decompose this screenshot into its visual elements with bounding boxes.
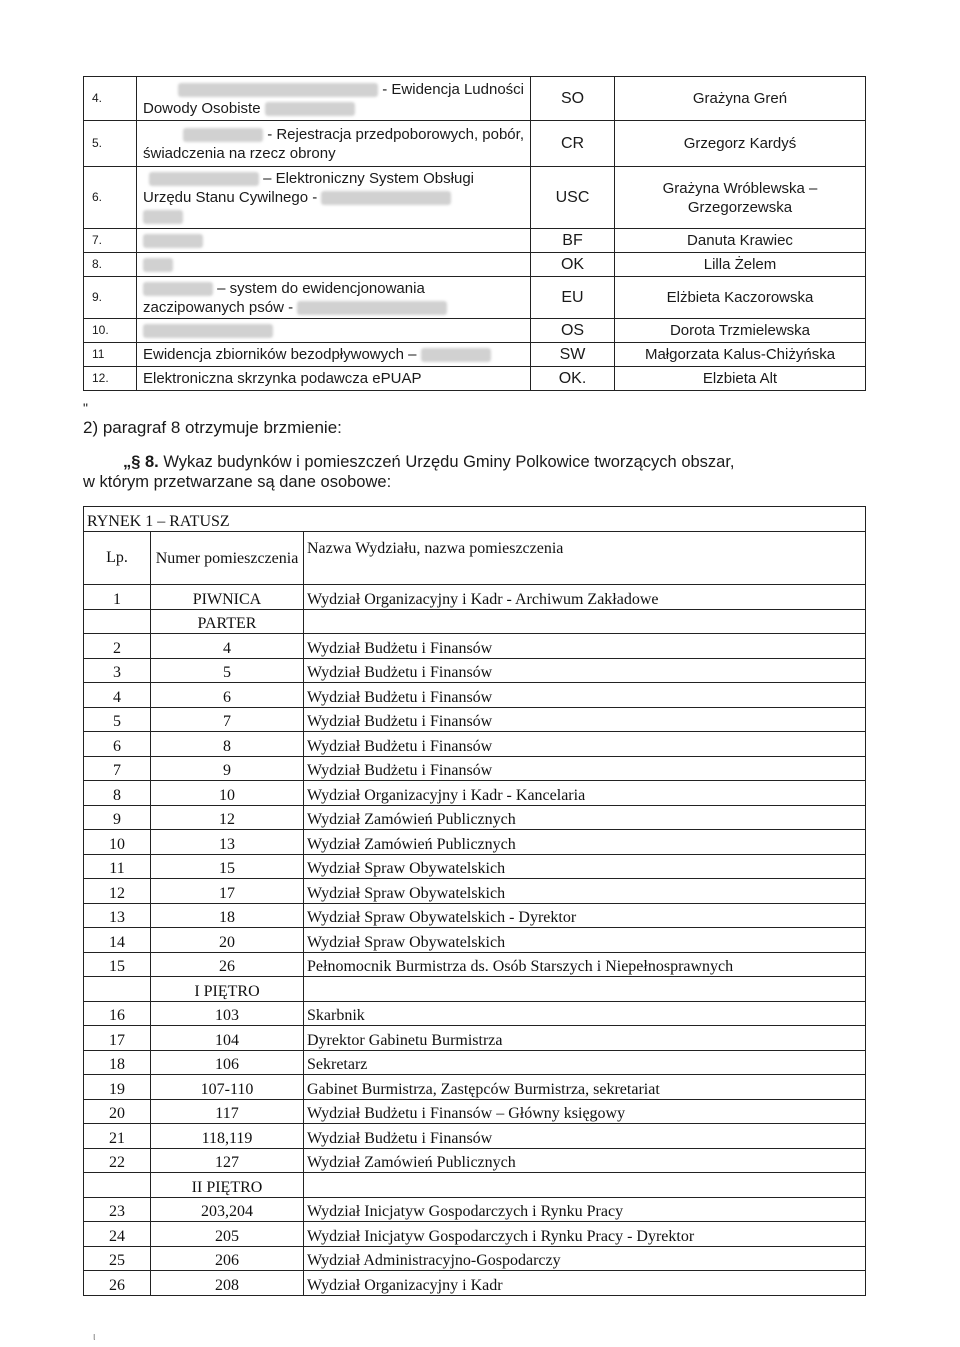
system-name <box>137 253 531 277</box>
responsible-person: Elzbieta Alt <box>615 367 866 391</box>
table-row <box>84 167 866 229</box>
system-name: - Ewidencja Ludności Dowody Osobiste <box>137 77 531 121</box>
row-number: 10. <box>84 319 137 343</box>
redacted-block <box>297 301 447 315</box>
room-department: Wydział Budżetu i Finansów <box>304 732 866 757</box>
section-mark: „§ 8. <box>123 453 159 471</box>
room-number: 103 <box>151 1001 304 1026</box>
room-lp: 15 <box>84 952 151 977</box>
department-code: CR <box>531 121 615 167</box>
redacted-block <box>421 348 491 362</box>
table-row <box>84 229 866 253</box>
room-number: II PIĘTRO <box>151 1173 304 1198</box>
room-department: Gabinet Burmistrza, Zastępców Burmistrza, sekretariat <box>304 1075 866 1100</box>
room-department: Wydział Spraw Obywatelskich <box>304 854 866 879</box>
table-row <box>84 781 866 806</box>
room-number: 12 <box>151 805 304 830</box>
room-department: Wydział Organizacyjny i Kadr - Kancelaria <box>304 781 866 806</box>
responsible-person: Małgorzata Kalus-Chiżyńska <box>615 343 866 367</box>
room-number: PARTER <box>151 609 304 634</box>
table-row <box>84 756 866 781</box>
room-department: Dyrektor Gabinetu Burmistrza <box>304 1026 866 1051</box>
room-lp: 5 <box>84 707 151 732</box>
table-row <box>84 977 866 1002</box>
table-row <box>84 1197 866 1222</box>
table-row <box>84 732 866 757</box>
table-row <box>84 805 866 830</box>
room-department: Wydział Zamówień Publicznych <box>304 830 866 855</box>
room-department: Wydział Spraw Obywatelskich - Dyrektor <box>304 903 866 928</box>
room-lp: 22 <box>84 1148 151 1173</box>
table-row <box>84 253 866 277</box>
room-lp: 12 <box>84 879 151 904</box>
room-lp: 20 <box>84 1099 151 1124</box>
room-department: Wydział Budżetu i Finansów <box>304 634 866 659</box>
room-number: 127 <box>151 1148 304 1173</box>
responsible-person: Grażyna Wróblewska – Grzegorzewska <box>615 167 866 229</box>
paragraph-8-text: „§ 8. Wykaz budynków i pomieszczeń Urzędu Gminy Polkowice tworzących obszar, w którym przetwarzane są dane osobowe: <box>83 453 735 491</box>
room-department: Wydział Organizacyjny i Kadr - Archiwum Zakładowe <box>304 585 866 610</box>
row-number: 12. <box>84 367 137 391</box>
room-number: 15 <box>151 854 304 879</box>
closing-quote: " <box>83 400 88 416</box>
room-department: Wydział Budżetu i Finansów <box>304 756 866 781</box>
room-lp: 9 <box>84 805 151 830</box>
department-code: OS <box>531 319 615 343</box>
room-department <box>304 977 866 1002</box>
table-row <box>84 903 866 928</box>
table-row <box>84 121 866 167</box>
room-number: 104 <box>151 1026 304 1051</box>
table-row <box>84 1050 866 1075</box>
redacted-block <box>178 83 378 97</box>
room-department <box>304 609 866 634</box>
table-title-row <box>84 507 866 532</box>
table-row <box>84 707 866 732</box>
room-number: 20 <box>151 928 304 953</box>
redacted-block <box>265 102 355 116</box>
table-row <box>84 634 866 659</box>
paragraph-2-heading: 2) paragraf 8 otrzymuje brzmienie: <box>83 418 342 437</box>
room-lp <box>84 1173 151 1198</box>
room-department: Wydział Administracyjno-Gospodarczy <box>304 1246 866 1271</box>
table-row <box>84 367 866 391</box>
room-lp: 4 <box>84 683 151 708</box>
room-lp: 17 <box>84 1026 151 1051</box>
room-number: 26 <box>151 952 304 977</box>
room-department: Wydział Budżetu i Finansów <box>304 658 866 683</box>
room-lp <box>84 609 151 634</box>
room-department: Pełnomocnik Burmistrza ds. Osób Starszych i Niepełnosprawnych <box>304 952 866 977</box>
room-lp: 21 <box>84 1124 151 1149</box>
room-number: 208 <box>151 1271 304 1296</box>
responsible-person: Grzegorz Kardyś <box>615 121 866 167</box>
room-number: 206 <box>151 1246 304 1271</box>
table-row <box>84 1246 866 1271</box>
room-lp: 13 <box>84 903 151 928</box>
room-department: Wydział Spraw Obywatelskich <box>304 879 866 904</box>
room-number: 5 <box>151 658 304 683</box>
redacted-block <box>183 128 263 142</box>
system-name: – system do ewidencjonowania zaczipowanych psów - <box>137 277 531 319</box>
redacted-block <box>143 258 173 272</box>
redacted-block <box>143 234 203 248</box>
redacted-block <box>143 324 273 338</box>
row-number: 4. <box>84 77 137 121</box>
responsible-person: Lilla Żelem <box>615 253 866 277</box>
redacted-block <box>149 172 259 186</box>
table-row <box>84 1271 866 1296</box>
system-name: – Elektroniczny System Obsługi Urzędu Stanu Cywilnego - <box>137 167 531 229</box>
room-department: Wydział Spraw Obywatelskich <box>304 928 866 953</box>
room-department: Wydział Budżetu i Finansów <box>304 683 866 708</box>
department-code: USC <box>531 167 615 229</box>
room-lp: 14 <box>84 928 151 953</box>
row-number: 5. <box>84 121 137 167</box>
room-lp: 24 <box>84 1222 151 1247</box>
room-number: 107-110 <box>151 1075 304 1100</box>
room-number: 6 <box>151 683 304 708</box>
table-row <box>84 658 866 683</box>
row-number: 8. <box>84 253 137 277</box>
responsible-person: Danuta Krawiec <box>615 229 866 253</box>
room-number: 106 <box>151 1050 304 1075</box>
room-number: 8 <box>151 732 304 757</box>
room-number: 17 <box>151 879 304 904</box>
table-row <box>84 609 866 634</box>
table-header-row <box>84 532 866 585</box>
redacted-block <box>143 282 213 296</box>
department-code: EU <box>531 277 615 319</box>
table-row <box>84 854 866 879</box>
responsible-person: Elżbieta Kaczorowska <box>615 277 866 319</box>
room-number: 13 <box>151 830 304 855</box>
row-number: 9. <box>84 277 137 319</box>
room-lp: 2 <box>84 634 151 659</box>
stray-mark: ι <box>93 1331 96 1343</box>
room-number: 117 <box>151 1099 304 1124</box>
room-department <box>304 1173 866 1198</box>
table-row <box>84 343 866 367</box>
table-row <box>84 1099 866 1124</box>
room-lp: 7 <box>84 756 151 781</box>
system-name: - Rejestracja przedpoborowych, pobór, świadczenia na rzecz obrony <box>137 121 531 167</box>
responsible-person: Dorota Trzmielewska <box>615 319 866 343</box>
table-row <box>84 683 866 708</box>
room-lp <box>84 977 151 1002</box>
room-lp: 10 <box>84 830 151 855</box>
table-row <box>84 319 866 343</box>
table-row <box>84 1173 866 1198</box>
system-name: Ewidencja zbiorników bezodpływowych – <box>137 343 531 367</box>
room-number: 9 <box>151 756 304 781</box>
room-department: Wydział Inicjatyw Gospodarczych i Rynku Pracy - Dyrektor <box>304 1222 866 1247</box>
department-code: BF <box>531 229 615 253</box>
room-number: 18 <box>151 903 304 928</box>
room-number: 7 <box>151 707 304 732</box>
room-department: Wydział Budżetu i Finansów <box>304 1124 866 1149</box>
room-department: Skarbnik <box>304 1001 866 1026</box>
room-lp: 3 <box>84 658 151 683</box>
room-lp: 11 <box>84 854 151 879</box>
responsible-person: Grażyna Greń <box>615 77 866 121</box>
table-row <box>84 1124 866 1149</box>
table-row <box>84 585 866 610</box>
room-number: 4 <box>151 634 304 659</box>
room-lp: 1 <box>84 585 151 610</box>
room-number: PIWNICA <box>151 585 304 610</box>
room-lp: 8 <box>84 781 151 806</box>
room-department: Wydział Budżetu i Finansów – Główny księgowy <box>304 1099 866 1124</box>
system-name: Elektroniczna skrzynka podawcza ePUAP <box>137 367 531 391</box>
room-lp: 6 <box>84 732 151 757</box>
department-code: SO <box>531 77 615 121</box>
header-lp: Lp. <box>84 532 151 585</box>
table-row <box>84 77 866 121</box>
room-number: 205 <box>151 1222 304 1247</box>
room-lp: 19 <box>84 1075 151 1100</box>
rooms-table <box>83 506 866 1296</box>
room-number: 118,119 <box>151 1124 304 1149</box>
room-number: 10 <box>151 781 304 806</box>
room-department: Wydział Zamówień Publicznych <box>304 805 866 830</box>
table-row <box>84 830 866 855</box>
table-row <box>84 952 866 977</box>
table-row <box>84 277 866 319</box>
row-number: 7. <box>84 229 137 253</box>
table-row <box>84 879 866 904</box>
room-department: Wydział Inicjatyw Gospodarczych i Rynku Pracy <box>304 1197 866 1222</box>
row-number: 11 <box>84 343 137 367</box>
table-row <box>84 1026 866 1051</box>
header-numer: Numer pomieszczenia <box>151 532 304 585</box>
room-number: I PIĘTRO <box>151 977 304 1002</box>
department-code: OK. <box>531 367 615 391</box>
table-row <box>84 1222 866 1247</box>
system-name <box>137 319 531 343</box>
room-department: Wydział Budżetu i Finansów <box>304 707 866 732</box>
department-code: SW <box>531 343 615 367</box>
room-lp: 23 <box>84 1197 151 1222</box>
room-lp: 25 <box>84 1246 151 1271</box>
table-row <box>84 1148 866 1173</box>
redacted-block <box>321 191 451 205</box>
table-row <box>84 1001 866 1026</box>
systems-table <box>83 76 866 391</box>
header-nazwa: Nazwa Wydziału, nazwa pomieszczenia <box>304 532 866 585</box>
system-name <box>137 229 531 253</box>
redacted-block <box>143 210 183 224</box>
room-department: Sekretarz <box>304 1050 866 1075</box>
department-code: OK <box>531 253 615 277</box>
row-number: 6. <box>84 167 137 229</box>
room-lp: 18 <box>84 1050 151 1075</box>
building-title: RYNEK 1 – RATUSZ <box>84 507 866 532</box>
room-department: Wydział Organizacyjny i Kadr <box>304 1271 866 1296</box>
room-department: Wydział Zamówień Publicznych <box>304 1148 866 1173</box>
room-lp: 26 <box>84 1271 151 1296</box>
room-lp: 16 <box>84 1001 151 1026</box>
table-row <box>84 1075 866 1100</box>
table-row <box>84 928 866 953</box>
room-number: 203,204 <box>151 1197 304 1222</box>
